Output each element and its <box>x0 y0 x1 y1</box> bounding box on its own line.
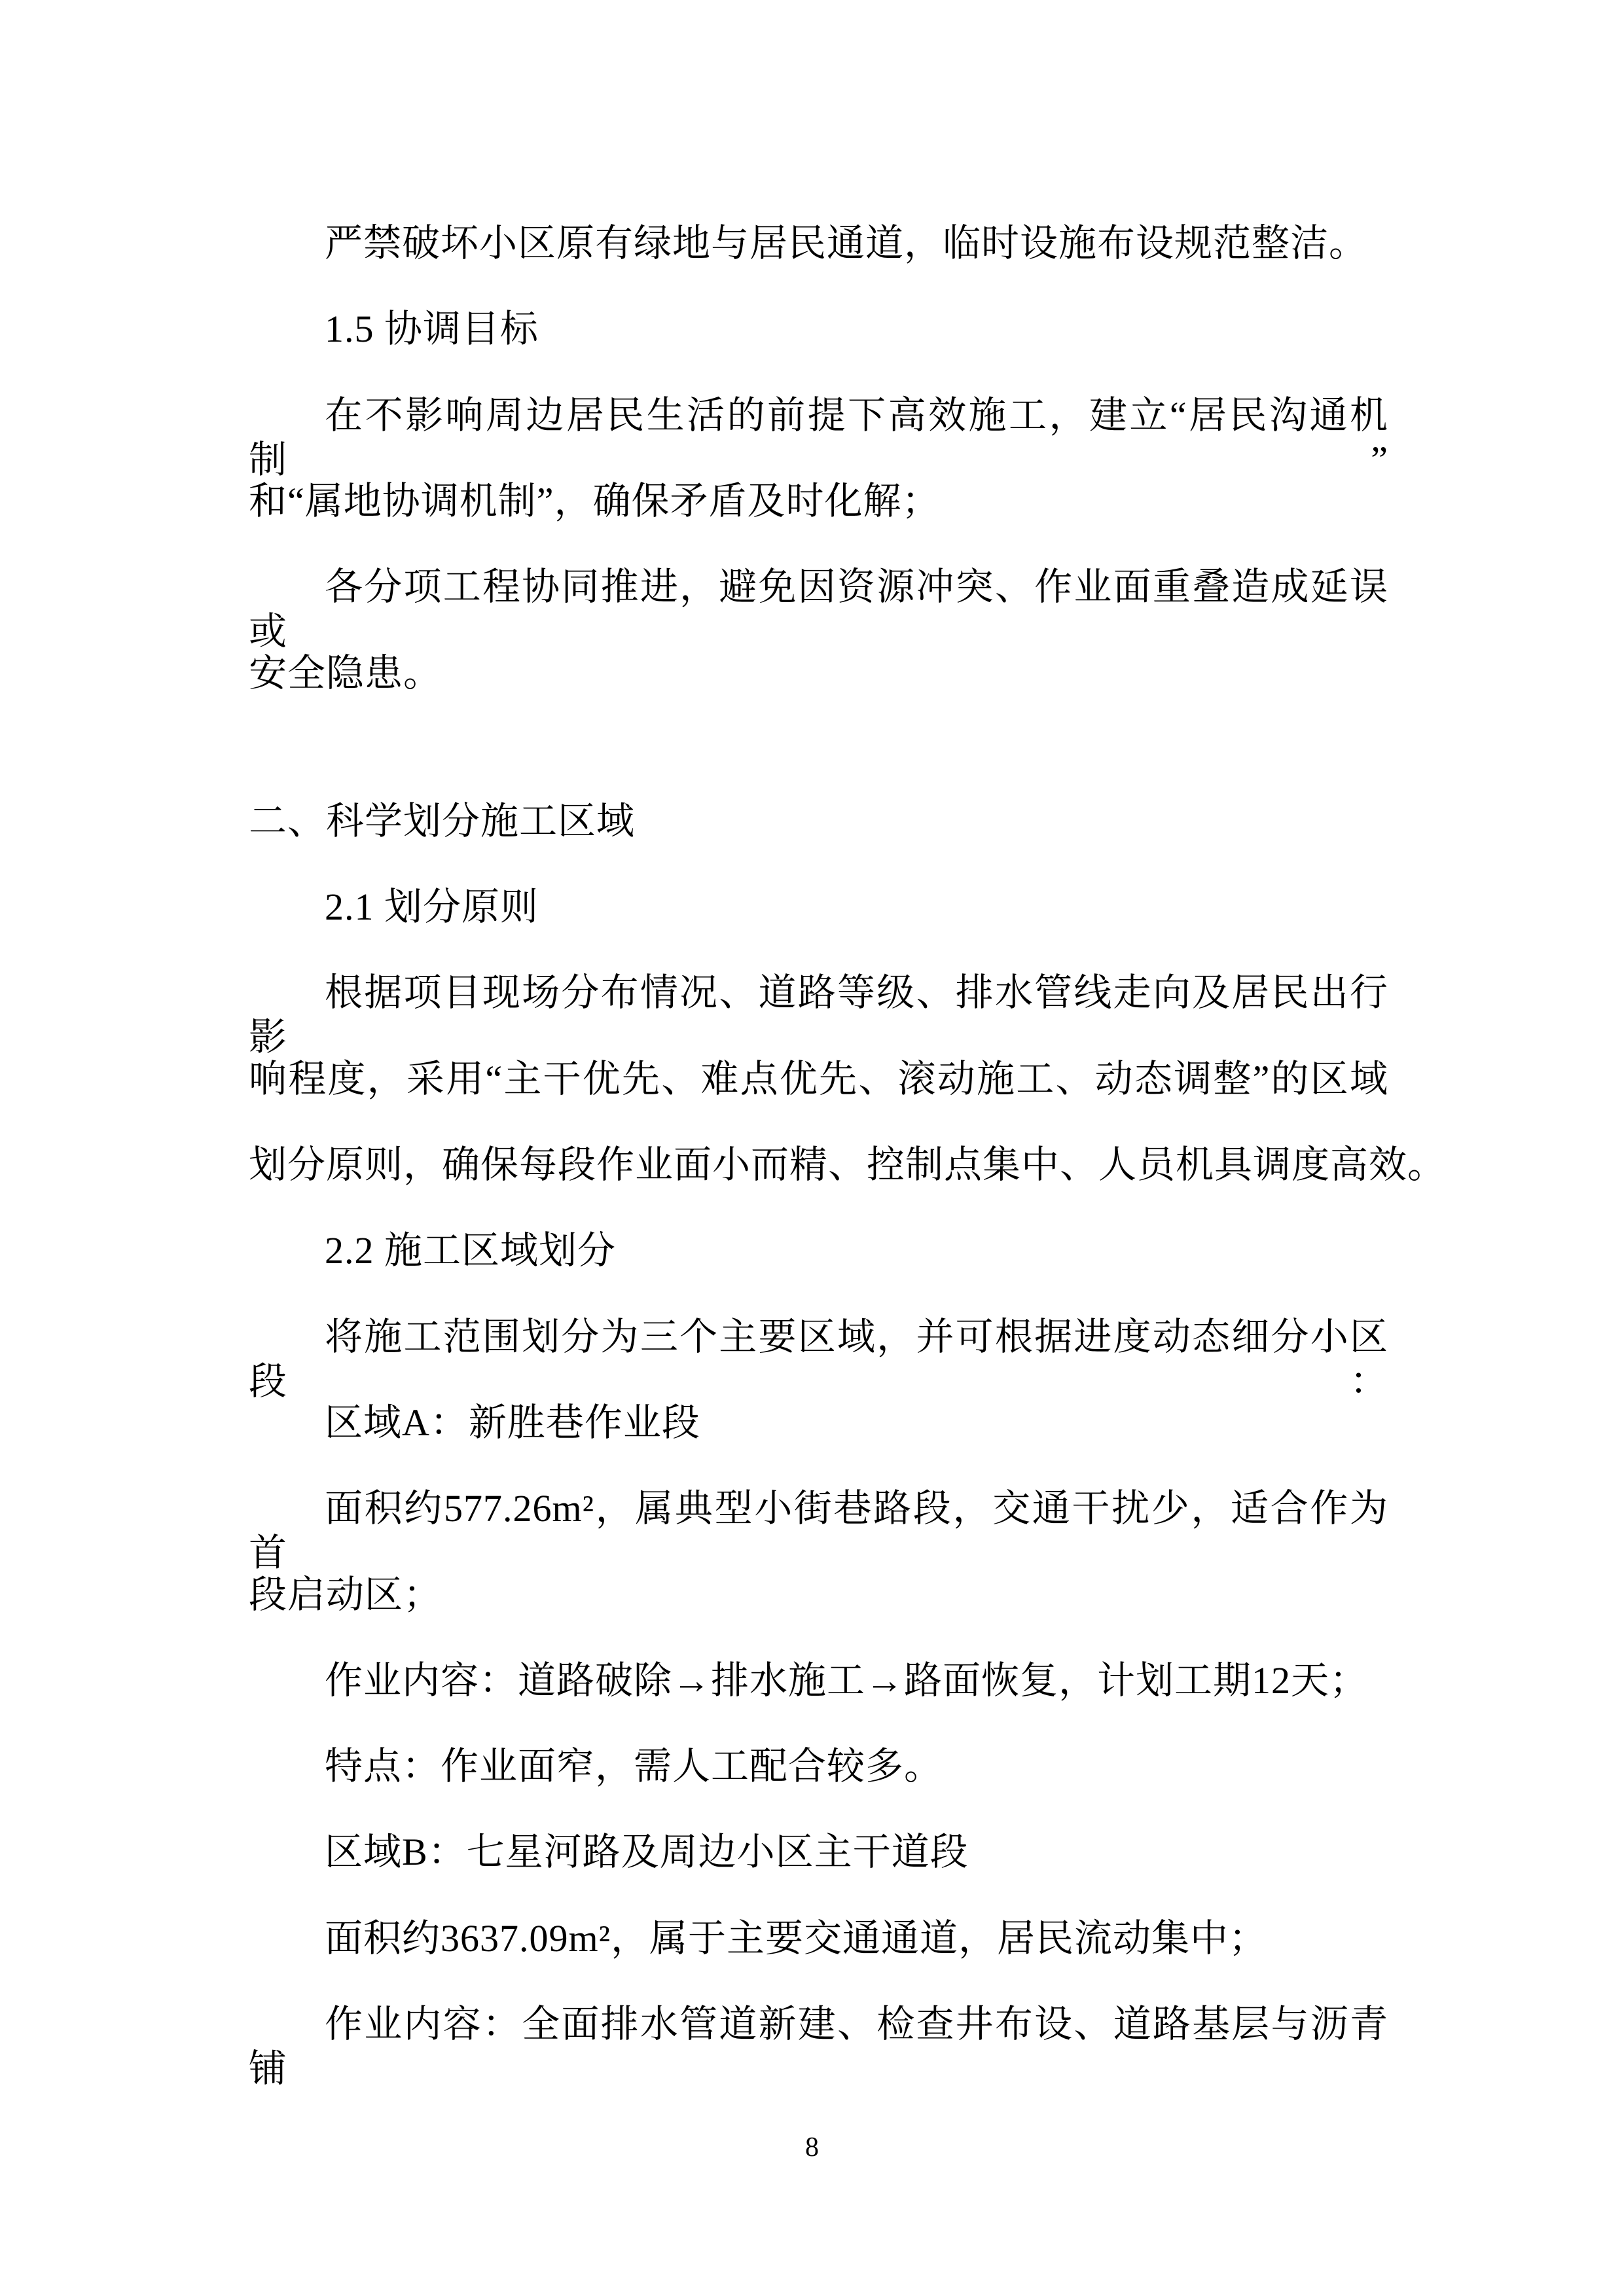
document-line: 严禁破坏小区原有绿地与居民通道，临时设施布设规范整洁。 <box>325 222 1368 264</box>
section-heading: 1.5 协调目标 <box>325 308 539 350</box>
section-heading: 二、科学划分施工区域 <box>249 800 636 842</box>
document-line: 面积约577.26m²，属典型小街巷路段，交通干扰少，适合作为首 <box>249 1487 1388 1575</box>
document-line: 和“属地协调机制”，确保矛盾及时化解； <box>249 480 941 522</box>
document-line: 各分项工程协同推进，避免因资源冲突、作业面重叠造成延误或 <box>249 565 1388 653</box>
document-line: 划分原则，确保每段作业面小而精、控制点集中、人员机具调度高效。 <box>249 1143 1447 1186</box>
document-line: 在不影响周边居民生活的前提下高效施工，建立“居民沟通机制” <box>249 394 1388 482</box>
document-line: 根据项目现场分布情况、道路等级、排水管线走向及居民出行影 <box>249 971 1388 1059</box>
section-heading: 2.2 施工区域划分 <box>325 1229 617 1272</box>
document-line: 段启动区； <box>249 1573 442 1616</box>
document-line: 作业内容：道路破除→排水施工→路面恢复，计划工期12天； <box>325 1659 1369 1702</box>
document-line: 特点：作业面窄，需人工配合较多。 <box>325 1745 943 1787</box>
document-line: 安全隐患。 <box>249 652 442 694</box>
document-line: 区域A：新胜巷作业段 <box>325 1401 700 1444</box>
section-heading: 2.1 划分原则 <box>325 886 539 928</box>
document-line: 区域B：七星河路及周边小区主干道段 <box>325 1831 969 1873</box>
page-number: 8 <box>805 2132 819 2162</box>
document-line: 面积约3637.09m²，属于主要交通通道，居民流动集中； <box>325 1917 1268 1960</box>
document-line: 响程度，采用“主干优先、难点优先、滚动施工、动态调整”的区域 <box>249 1058 1388 1100</box>
document-line: 作业内容：全面排水管道新建、检查井布设、道路基层与沥青铺 <box>249 2003 1388 2090</box>
document-line: 将施工范围划分为三个主要区域，并可根据进度动态细分小区段： <box>249 1316 1388 1403</box>
